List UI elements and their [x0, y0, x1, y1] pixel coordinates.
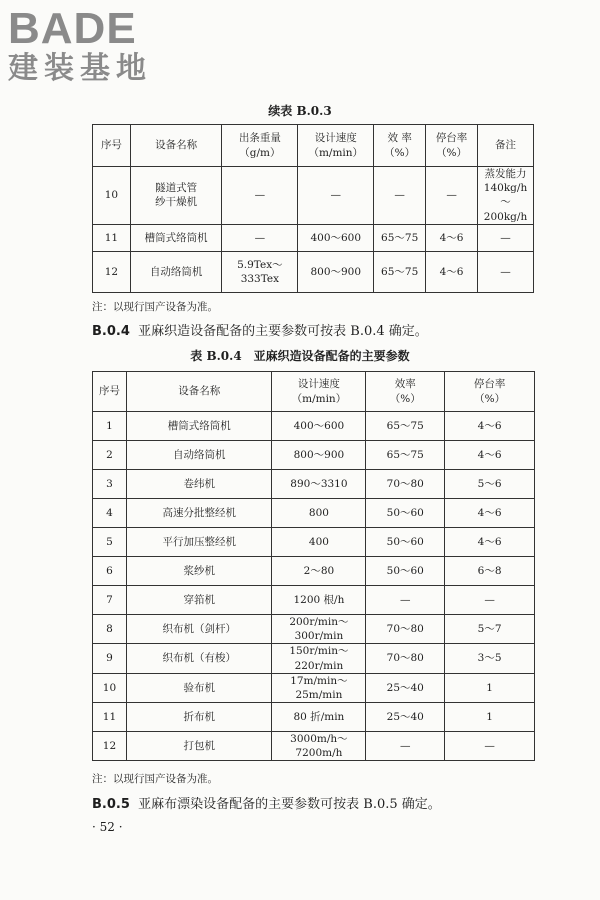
- table-cell: 50～60: [366, 528, 445, 557]
- logo: [8, 6, 152, 86]
- table-cell: 50～60: [366, 557, 445, 586]
- clause-text: 亚麻布漂染设备配备的主要参数可按表 B.0.5 确定。: [138, 797, 441, 812]
- table-row: [93, 586, 535, 615]
- table-cell: 槽筒式络筒机: [126, 412, 272, 441]
- table-cell: 150r/min～220r/min: [272, 644, 366, 673]
- table-cell: 10: [93, 673, 127, 702]
- table-cell: 折布机: [126, 703, 272, 732]
- table-b04-title: 表 B.0.4 亚麻织造设备配备的主要参数: [190, 349, 410, 363]
- table-b04-note: 注：以现行国产设备为准。: [92, 773, 218, 785]
- table-cell: 织布机（剑杆）: [126, 615, 272, 644]
- table-header-cell: 效率 （%）: [366, 372, 445, 412]
- table-cell: 2～80: [272, 557, 366, 586]
- table-row: [93, 673, 535, 702]
- table-cell: 800～900: [298, 251, 374, 292]
- table-cell: 400～600: [298, 224, 374, 251]
- table-cell: 5.9Tex～ 333Tex: [222, 251, 298, 292]
- clause-b05: [92, 793, 441, 812]
- table-cell: 1: [93, 412, 127, 441]
- table-row: [93, 732, 535, 761]
- table-cell: 10: [93, 167, 131, 225]
- table-cell: 65～75: [366, 441, 445, 470]
- table-cell: 70～80: [366, 470, 445, 499]
- table-cell: 5～7: [445, 615, 535, 644]
- table-cell: 平行加压整经机: [126, 528, 272, 557]
- clause-number: B.0.4: [92, 324, 130, 339]
- table-cell: 4～6: [445, 412, 535, 441]
- table-row: [93, 441, 535, 470]
- table-b03: [92, 124, 534, 293]
- table-row: [93, 167, 534, 225]
- table-header-cell: 备注: [478, 125, 534, 167]
- table-cell: 1: [445, 673, 535, 702]
- table-header-cell: 设备名称: [130, 125, 222, 167]
- table-header-cell: 设计速度 （m/min）: [298, 125, 374, 167]
- table-cell: 高速分批整经机: [126, 499, 272, 528]
- table-cell: 11: [93, 224, 131, 251]
- table-cell: 3000m/h～7200m/h: [272, 732, 366, 761]
- table-row: [93, 470, 535, 499]
- table-cell: 6～8: [445, 557, 535, 586]
- table-cell: 自动络筒机: [126, 441, 272, 470]
- table-cell: 5: [93, 528, 127, 557]
- table-header-cell: 效 率 （%）: [374, 125, 426, 167]
- table-cell: 2: [93, 441, 127, 470]
- table-cell: 4～6: [445, 441, 535, 470]
- table-row: [93, 224, 534, 251]
- table-cell: 65～75: [374, 224, 426, 251]
- table-cell: 4～6: [426, 251, 478, 292]
- table-header-cell: 设计速度 （m/min）: [272, 372, 366, 412]
- table-cell: —: [374, 167, 426, 225]
- table-header-cell: 停台率 （%）: [445, 372, 535, 412]
- table-cell: 8: [93, 615, 127, 644]
- table-row: [93, 528, 535, 557]
- table-cell: 70～80: [366, 644, 445, 673]
- table-row: [93, 703, 535, 732]
- table-cell: 穿筘机: [126, 586, 272, 615]
- logo-text: BADE: [8, 4, 137, 53]
- table-b03-note: 注：以现行国产设备为准。: [92, 301, 218, 313]
- table-header-cell: 序号: [93, 125, 131, 167]
- table-cell: 800～900: [272, 441, 366, 470]
- table-row: [93, 499, 535, 528]
- table-cell: 70～80: [366, 615, 445, 644]
- table-cell: 17m/min～25m/min: [272, 673, 366, 702]
- table-b03-title: 续表 B.0.3: [268, 104, 332, 118]
- table-cell: —: [478, 224, 534, 251]
- table-header-cell: 停台率 （%）: [426, 125, 478, 167]
- table-cell: 11: [93, 703, 127, 732]
- table-cell: 9: [93, 644, 127, 673]
- table-header-cell: 序号: [93, 372, 127, 412]
- table-cell: 织布机（有梭）: [126, 644, 272, 673]
- table-header-cell: 出条重量 （g/m）: [222, 125, 298, 167]
- table-cell: 4～6: [426, 224, 478, 251]
- table-cell: 自动络筒机: [130, 251, 222, 292]
- table-cell: 800: [272, 499, 366, 528]
- table-header-cell: 设备名称: [126, 372, 272, 412]
- table-cell: —: [445, 732, 535, 761]
- table-cell: 65～75: [366, 412, 445, 441]
- clause-b04: [92, 320, 428, 339]
- table-cell: 隧道式管 纱干燥机: [130, 167, 222, 225]
- table-cell: —: [445, 586, 535, 615]
- table-cell: 890～3310: [272, 470, 366, 499]
- table-cell: 1200 根/h: [272, 586, 366, 615]
- table-cell: 槽筒式络筒机: [130, 224, 222, 251]
- table-cell: 蒸发能力 140kg/h～ 200kg/h: [478, 167, 534, 225]
- table-cell: —: [366, 586, 445, 615]
- table-cell: 25～40: [366, 673, 445, 702]
- table-cell: 25～40: [366, 703, 445, 732]
- table-cell: 5～6: [445, 470, 535, 499]
- table-cell: 80 折/min: [272, 703, 366, 732]
- clause-text: 亚麻织造设备配备的主要参数可按表 B.0.4 确定。: [138, 324, 428, 339]
- table-cell: 4～6: [445, 528, 535, 557]
- table-cell: —: [222, 224, 298, 251]
- table-cell: 400～600: [272, 412, 366, 441]
- table-cell: 1: [445, 703, 535, 732]
- table-b04: [92, 371, 535, 761]
- table-cell: 4: [93, 499, 127, 528]
- table-cell: 200r/min～300r/min: [272, 615, 366, 644]
- table-cell: —: [478, 251, 534, 292]
- table-cell: 4～6: [445, 499, 535, 528]
- table-cell: 12: [93, 251, 131, 292]
- table-cell: 浆纱机: [126, 557, 272, 586]
- table-cell: —: [222, 167, 298, 225]
- table-cell: 3: [93, 470, 127, 499]
- table-cell: 卷纬机: [126, 470, 272, 499]
- table-row: [93, 412, 535, 441]
- table-row: [93, 557, 535, 586]
- page-number: · 52 ·: [92, 820, 123, 834]
- table-cell: 65～75: [374, 251, 426, 292]
- table-cell: 3～5: [445, 644, 535, 673]
- clause-number: B.0.5: [92, 797, 130, 812]
- table-row: [93, 251, 534, 292]
- table-cell: —: [426, 167, 478, 225]
- table-cell: 50～60: [366, 499, 445, 528]
- table-cell: 打包机: [126, 732, 272, 761]
- logo-subtitle: 建装基地: [8, 51, 152, 86]
- table-cell: 6: [93, 557, 127, 586]
- table-cell: 12: [93, 732, 127, 761]
- table-cell: 400: [272, 528, 366, 557]
- table-cell: 验布机: [126, 673, 272, 702]
- table-row: [93, 615, 535, 644]
- table-cell: —: [298, 167, 374, 225]
- table-row: [93, 644, 535, 673]
- table-cell: —: [366, 732, 445, 761]
- table-cell: 7: [93, 586, 127, 615]
